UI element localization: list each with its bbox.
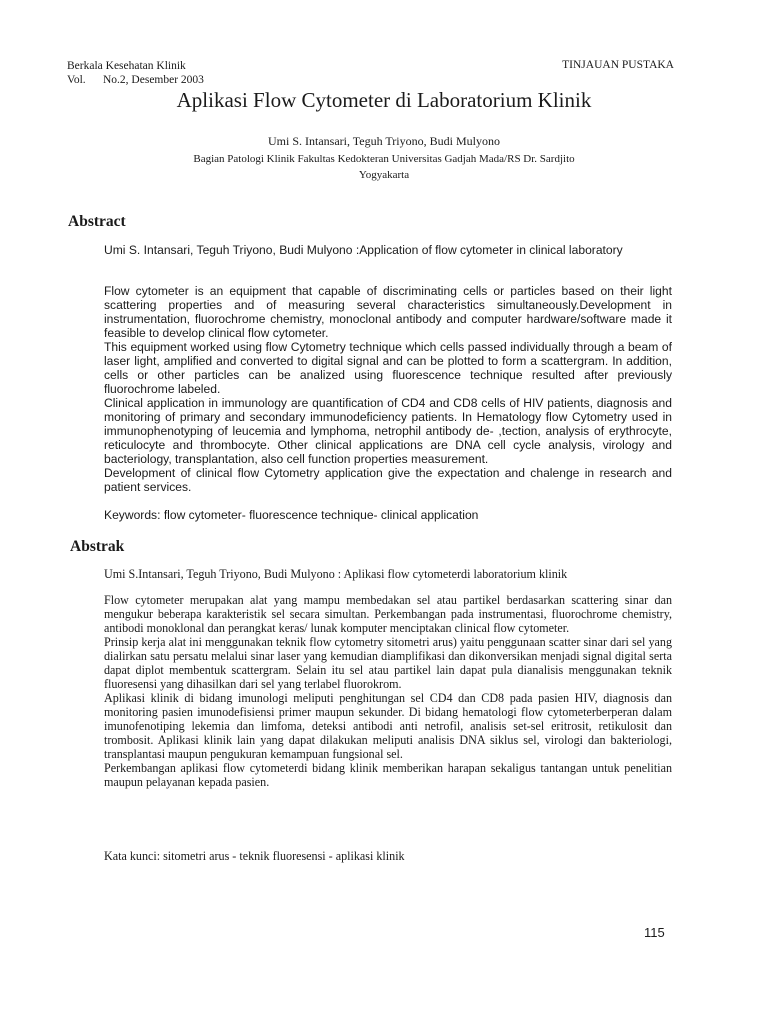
abstrak-paragraph: Prinsip kerja alat ini menggunakan teknik flow cytometry sitometri arus) yaitu penggunaan scatter sinar dari sel yang dialirkan satu persatu melalui sinar laser yang kemudian diamplifikasi dan dikonversikan menjadi signal digital serta dapat diplot membentuk scattergram. Selain itu sel atau partikel lain dapat pula dianalisis menggunakan teknik fluoresensi yang dihasilkan dari sel yang terlabel fluorokrom. bbox=[104, 635, 672, 691]
abstract-body bbox=[104, 284, 672, 494]
abstrak-citation: Umi S.Intansari, Teguh Triyono, Budi Mulyono : Aplikasi flow cytometerdi laboratorium klinik bbox=[104, 567, 568, 581]
affiliation-city: Yogyakarta bbox=[358, 169, 410, 181]
abstract-paragraph: This equipment worked using flow Cytometry technique which cells passed individually through a beam of laser light, amplified and converted to digital signal and can be plotted to form a scattergram. In addition, cells or other particles can be analized using fluorescence technique resulted after previously fluorochrome labeled. bbox=[104, 340, 672, 396]
abstrak-paragraph: Aplikasi klinik di bidang imunologi meliputi penghitungan sel CD4 dan CD8 pada pasien HIV, diagnosis dan monitoring pasien imunodefisiensi primer maupun sekunder. Di bidang hematologi flow cytometerberperan dalam imunofenotiping lekemia dan limfoma, deteksi antibodi anti netrofil, analisis set-sel eritrosit, retikulosit dan trombosit. Aplikasi klinik lain yang dapat dilakukan meliputi analisis DNA siklus sel, virologi dan bakteriologi, transplantasi maupun pengukuran kemampuan fungsional sel. bbox=[104, 691, 672, 761]
page-number: 115 bbox=[644, 925, 665, 940]
abstract-keywords: Keywords: flow cytometer- fluorescence technique- clinical application bbox=[104, 508, 479, 522]
volume-value: No.2, Desember 2003 bbox=[103, 74, 204, 86]
volume-label: Vol. bbox=[67, 74, 86, 86]
article-title: Aplikasi Flow Cytometer di Laboratorium Klinik bbox=[176, 88, 592, 112]
abstract-paragraph: Clinical application in immunology are quantification of CD4 and CD8 cells of HIV patients, diagnosis and monitoring of primary and secondary immunodeficiency patients. In Hematology flow Cytometry used in immunophenotyping of leucemia and lymphoma, netrophil antibody de- ,tection, analysis of erythrocyte, reticulocyte and thrombocyte. Other clinical applications are DNA cell cycle analysis, virology and bacteriology, transplantation, also cell function properties measurement. bbox=[104, 396, 672, 466]
abstrak-paragraph: Flow cytometer merupakan alat yang mampu membedakan sel atau partikel berdasarkan scattering sinar dan mengukur beberapa karakteristik sel secara simultan. Perkembangan pada instrumentasi, fluorochrome chemistry, antibodi monoklonal dan perangkat keras/ lunak komputer menciptakan clinical flow cytometer. bbox=[104, 593, 672, 635]
abstract-paragraph: Development of clinical flow Cytometry application give the expectation and chalenge in research and patient services. bbox=[104, 466, 672, 494]
abstrak-paragraph: Perkembangan aplikasi flow cytometerdi bidang klinik memberikan harapan sekaligus tantangan untuk penelitian maupun pelayanan kepada pasien. bbox=[104, 761, 672, 789]
abstrak-keywords: Kata kunci: sitometri arus - teknik fluoresensi - aplikasi klinik bbox=[104, 849, 405, 863]
affiliation bbox=[0, 151, 768, 183]
abstrak-heading: Abstrak bbox=[70, 538, 125, 555]
author-list: Umi S. Intansari, Teguh Triyono, Budi Mulyono bbox=[268, 134, 500, 148]
section-tag: TINJAUAN PUSTAKA bbox=[562, 59, 674, 71]
abstract-heading: Abstract bbox=[68, 213, 126, 230]
journal-name: Berkala Kesehatan Klinik bbox=[67, 60, 186, 72]
volume-line bbox=[67, 73, 204, 87]
abstrak-body bbox=[104, 593, 672, 789]
abstract-paragraph: Flow cytometer is an equipment that capable of discriminating cells or particles based on their light scattering properties and of measuring several characteristics simultaneously.Development in instrumentation, fluorochrome chemistry, monoclonal antibody and computer hardware/software made it feasible to develop clinical flow cytometer. bbox=[104, 284, 672, 340]
affiliation-institution: Bagian Patologi Klinik Fakultas Kedokteran Universitas Gadjah Mada/RS Dr. Sardjito bbox=[193, 153, 575, 165]
abstract-citation: Umi S. Intansari, Teguh Triyono, Budi Mulyono :Application of flow cytometer in clinical laboratory bbox=[104, 243, 623, 257]
running-header bbox=[67, 59, 204, 87]
